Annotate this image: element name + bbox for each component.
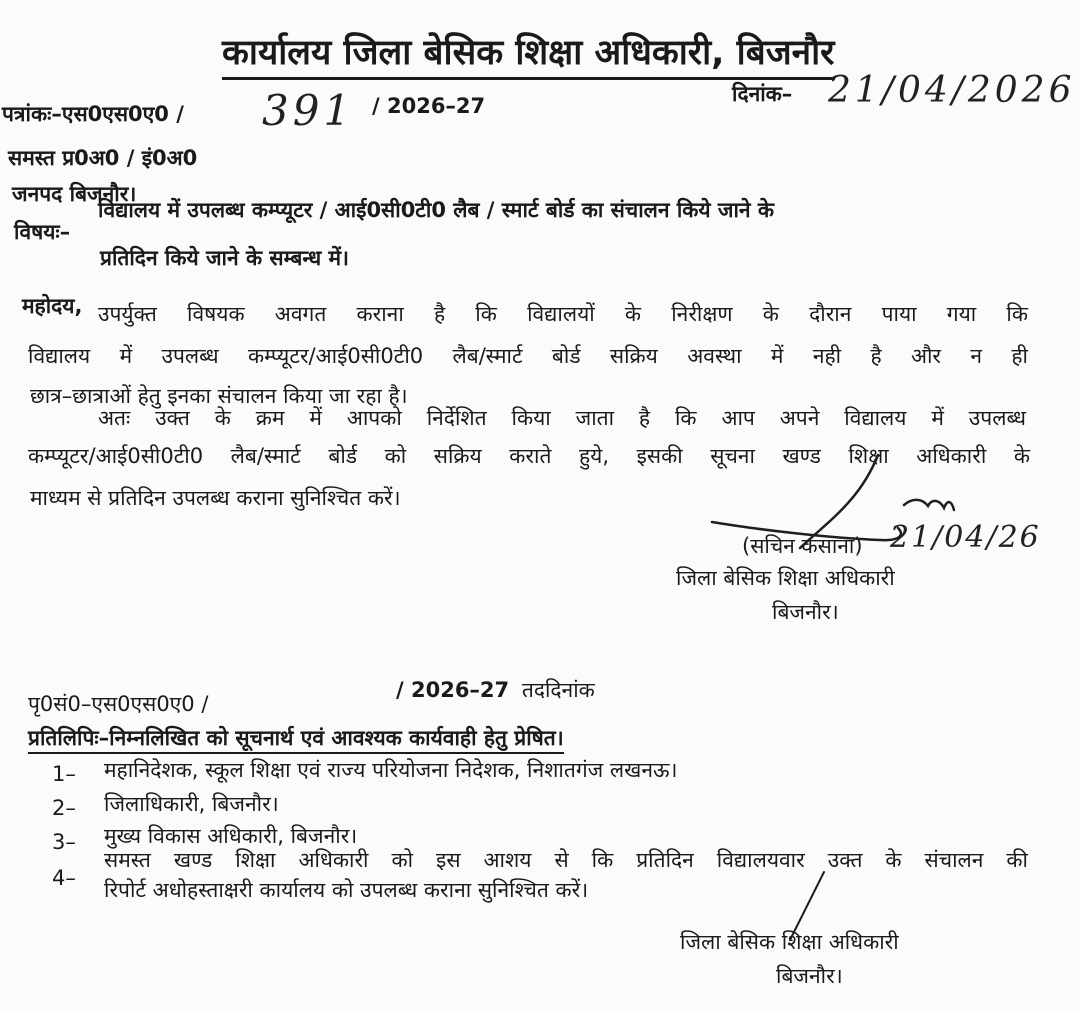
signatory-name: (सचिन कसाना) [742, 534, 863, 558]
subject-line1: विद्यालय में उपलब्ध कम्प्यूटर / आई0सी0टी0 लैब / स्मार्ट बोर्ड का संचालन किये जाने के [98, 198, 775, 222]
para2-line3: माध्यम से प्रतिदिन उपलब्ध कराना सुनिश्चित करें। [30, 486, 401, 510]
copy-item-4-num: 4– [52, 866, 76, 890]
para1-line1: उपर्युक्त विषयक अवगत कराना है कि विद्यालयों के निरीक्षण के दौरान पाया गया कि [98, 302, 1028, 326]
footer-place: बिजनौर। [776, 964, 843, 988]
subject-line2: प्रतिदिन किये जाने के सम्बन्ध में। [100, 246, 349, 270]
copy-item-4-text2: रिपोर्ट अधोहस्ताक्षरी कार्यालय को उपलब्ध कराना सुनिश्चित करें। [104, 878, 589, 902]
copy-item-4-text: समस्त खण्ड शिक्षा अधिकारी को इस आशय से कि प्रतिदिन विद्यालयवार उक्त के संचालन की [104, 848, 1028, 872]
date-label: दिनांक– [732, 82, 793, 106]
copy-item-2-text: जिलाधिकारी, बिजनौर। [104, 792, 279, 816]
copy-item-3-num: 3– [52, 830, 76, 854]
subject-label: विषयः– [14, 220, 71, 244]
para1-line2: विद्यालय में उपलब्ध कम्प्यूटर/आई0सी0टी0 लैब/स्मार्ट बोर्ड सक्रिय अवस्था में नही है और न ही [28, 344, 1028, 368]
para2-line2: कम्प्यूटर/आई0सी0टी0 लैब/स्मार्ट बोर्ड को सक्रिय कराते हुये, इसकी सूचना खण्ड शिक्षा अधिकारी के [28, 444, 1030, 468]
copy-item-3-text: मुख्य विकास अधिकारी, बिजनौर। [104, 824, 358, 848]
footer-designation: जिला बेसिक शिक्षा अधिकारी [680, 930, 899, 954]
recipient-line2: जनपद बिजनौर। [12, 182, 137, 206]
para1-line3: छात्र–छात्राओं हेतु इनका संचालन किया जा रहा है। [30, 384, 408, 408]
copy-item-1-text: महानिदेशक, स्कूल शिक्षा एवं राज्य परियोजना निदेशक, निशातगंज लखनऊ। [104, 758, 678, 782]
copy-ref-prefix: पृ0सं0–एस0एस0ए0 / [28, 692, 209, 716]
ref-year: / 2026–27 [372, 94, 486, 118]
copy-item-1-num: 1– [52, 762, 76, 786]
recipient-line1: समस्त प्र0अ0 / इं0अ0 [8, 146, 198, 170]
signature-date-handwritten: 21/04/26 [890, 520, 1041, 555]
ref-number-handwritten: 391 [262, 86, 355, 135]
date-handwritten: 21/04/2026 [828, 70, 1076, 111]
para2-line1: अतः उक्त के क्रम में आपको निर्देशित किया जाता है कि आप अपने विद्यालय में उपलब्ध [98, 406, 1026, 430]
copy-ref-year-line [396, 676, 595, 704]
letter-ref-prefix: पत्रांकः–एस0एस0ए0 / [2, 102, 184, 126]
signatory-place: बिजनौर। [772, 600, 839, 624]
copy-item-2-num: 2– [52, 796, 76, 820]
copy-heading: प्रतिलिपिः–निम्नलिखित को सूचनार्थ एवं आवश्यक कार्यवाही हेतु प्रेषित। [28, 724, 564, 754]
salutation: महोदय, [22, 294, 83, 318]
copy-ref-date: तददिनांक [521, 678, 595, 702]
office-title: कार्यालय जिला बेसिक शिक्षा अधिकारी, बिजनौर [222, 28, 835, 80]
signatory-designation: जिला बेसिक शिक्षा अधिकारी [676, 566, 895, 590]
copy-ref-year: / 2026–27 [396, 678, 510, 702]
